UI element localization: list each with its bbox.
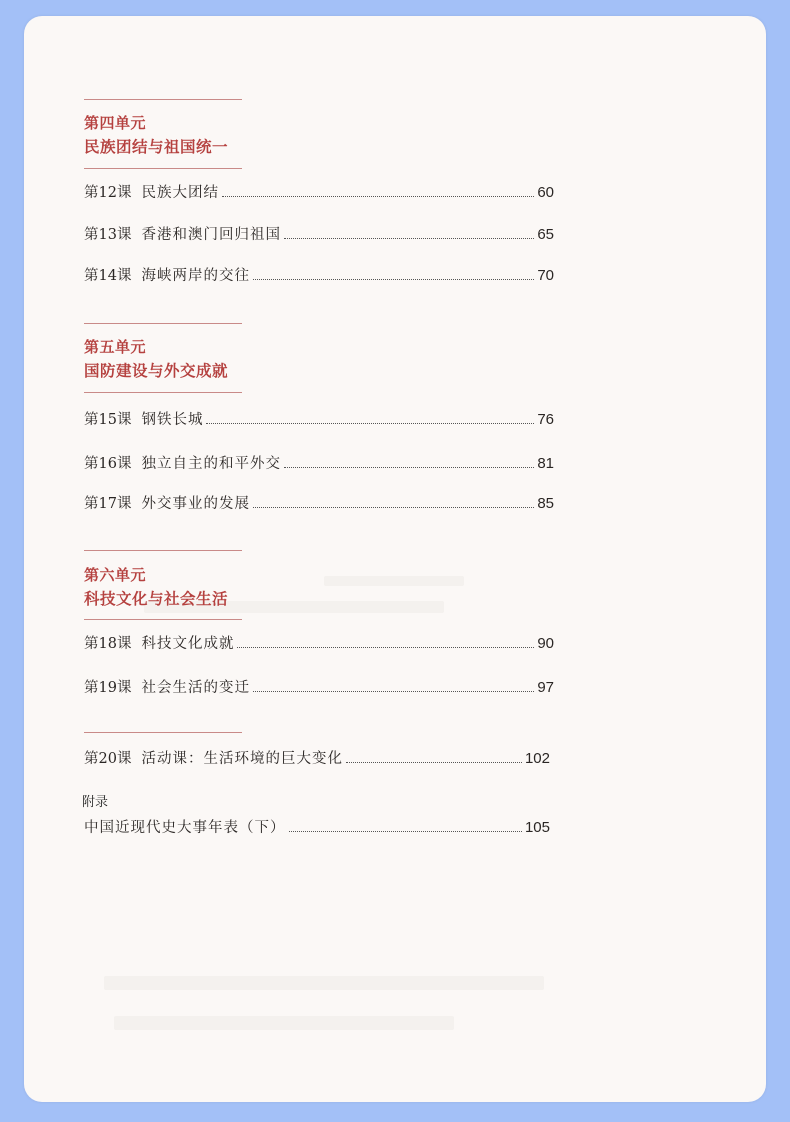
lesson-title: 外交事业的发展	[141, 496, 250, 512]
unit-heading	[84, 563, 228, 611]
page-number: 65	[537, 226, 554, 243]
lesson-number: 第15课	[84, 412, 132, 428]
lesson-title: 香港和澳门回归祖国	[141, 227, 281, 243]
unit-title: 民族团结与祖国统一	[84, 137, 229, 156]
toc-entry[interactable]	[84, 181, 554, 205]
dot-leader	[284, 237, 534, 239]
page-number: 81	[537, 455, 554, 472]
appendix-label: 附录	[82, 795, 109, 810]
appendix-title: 中国近现代史大事年表（下）	[84, 820, 286, 836]
lesson-number: 第12课	[84, 185, 132, 201]
unit-divider	[84, 392, 242, 393]
toc-entry-appendix[interactable]	[84, 816, 550, 840]
lesson-number: 第17课	[84, 496, 132, 512]
unit-divider	[84, 323, 242, 324]
unit-divider	[84, 99, 242, 100]
bleed-through-mark	[324, 576, 464, 586]
section-divider	[84, 732, 242, 733]
page-number: 97	[537, 679, 554, 696]
lesson-title: 海峡两岸的交往	[141, 268, 250, 284]
dot-leader	[253, 506, 534, 508]
unit-number: 第四单元	[84, 114, 147, 132]
page-number: 76	[537, 411, 554, 428]
dot-leader	[284, 466, 534, 468]
dot-leader	[206, 422, 534, 424]
dot-leader	[253, 278, 534, 280]
unit-heading	[84, 111, 228, 159]
unit-heading	[84, 335, 228, 383]
unit-divider	[84, 619, 242, 620]
lesson-number: 第20课	[84, 751, 132, 767]
dot-leader	[346, 761, 522, 763]
toc-entry[interactable]	[84, 676, 554, 700]
toc-entry[interactable]	[84, 452, 554, 476]
unit-divider	[84, 168, 242, 169]
dot-leader	[237, 646, 534, 648]
lesson-title: 社会生活的变迁	[141, 680, 250, 696]
lesson-number: 第13课	[84, 227, 132, 243]
lesson-title: 科技文化成就	[141, 636, 235, 652]
unit-title: 科技文化与社会生活	[84, 589, 229, 608]
document-page	[24, 16, 766, 1102]
unit-number: 第六单元	[84, 566, 147, 584]
lesson-number: 第19课	[84, 680, 132, 696]
page-number: 85	[537, 495, 554, 512]
lesson-title: 独立自主的和平外交	[141, 456, 281, 472]
lesson-title: 钢铁长城	[141, 412, 204, 428]
toc-entry[interactable]	[84, 408, 554, 432]
toc-entry[interactable]	[84, 264, 554, 288]
page-number: 90	[537, 635, 554, 652]
toc-entry[interactable]	[84, 492, 554, 516]
lesson-number: 第18课	[84, 636, 132, 652]
toc-entry[interactable]	[84, 223, 554, 247]
page-number: 102	[524, 750, 550, 767]
bleed-through-mark	[104, 976, 544, 990]
dot-leader	[253, 690, 534, 692]
page-number: 105	[524, 819, 550, 836]
lesson-number: 第16课	[84, 456, 132, 472]
lesson-number: 第14课	[84, 268, 132, 284]
page-number: 70	[537, 267, 554, 284]
lesson-title: 民族大团结	[141, 185, 219, 201]
toc-entry-activity[interactable]	[84, 747, 550, 771]
unit-number: 第五单元	[84, 338, 147, 356]
toc-entry[interactable]	[84, 632, 554, 656]
bleed-through-mark	[114, 1016, 454, 1030]
dot-leader	[289, 830, 522, 832]
dot-leader	[222, 195, 534, 197]
lesson-title: 活动课：生活环境的巨大变化	[141, 751, 343, 767]
unit-title: 国防建设与外交成就	[84, 361, 229, 380]
page-number: 60	[537, 184, 554, 201]
unit-divider	[84, 550, 242, 551]
